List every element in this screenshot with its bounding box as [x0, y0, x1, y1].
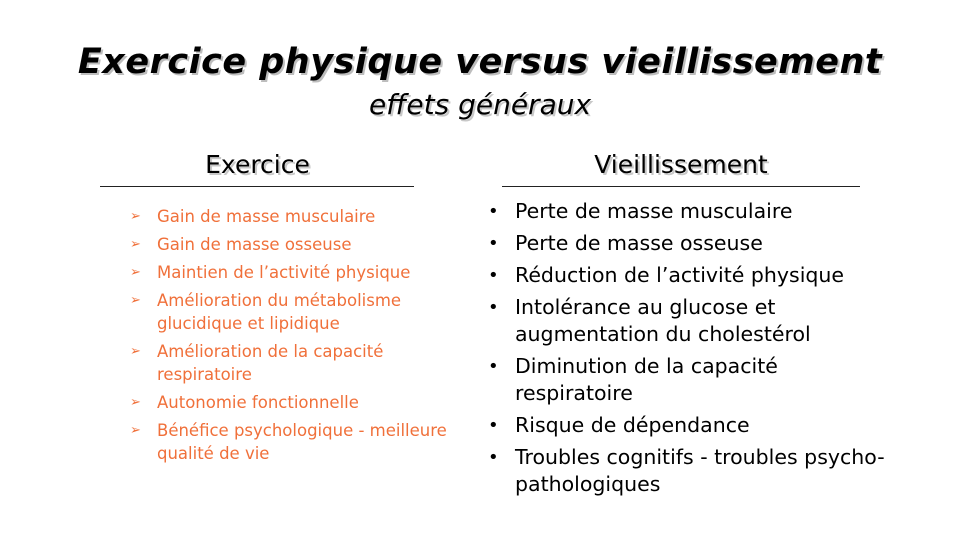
list-item [485, 294, 885, 348]
dot-bullet-icon: • [488, 356, 499, 377]
dot-bullet-icon: • [488, 297, 499, 318]
list-item-text: Amélioration du métabolisme glucidique et lipidique [157, 291, 402, 333]
aging-effects-list [485, 198, 885, 503]
list-item-text: Réduction de l’activité physique [515, 263, 845, 287]
list-item [130, 289, 460, 335]
arrow-bullet-icon: ➢ [130, 344, 141, 359]
arrow-bullet-icon: ➢ [130, 423, 141, 438]
list-item-text: Intolérance au glucose et augmentation du cholestérol [515, 295, 811, 346]
dot-bullet-icon: • [488, 265, 499, 286]
list-item-text: Maintien de l’activité physique [157, 263, 411, 282]
list-item-text: Risque de dépendance [515, 413, 750, 437]
list-item-text: Diminution de la capacité respiratoire [515, 354, 778, 405]
exercise-heading-divider [100, 186, 414, 187]
list-item-text: Amélioration de la capacité respiratoire [157, 342, 384, 384]
arrow-bullet-icon: ➢ [130, 293, 141, 308]
arrow-bullet-icon: ➢ [130, 265, 141, 280]
list-item [485, 198, 885, 225]
list-item [485, 444, 885, 498]
list-item [130, 340, 460, 386]
list-item [485, 412, 885, 439]
dot-bullet-icon: • [488, 415, 499, 436]
list-item-text: Bénéfice psychologique - meilleure qualité de vie [157, 421, 447, 463]
aging-column-heading: Vieillissement [594, 150, 768, 179]
exercise-effects-list [130, 205, 460, 470]
list-item-text: Autonomie fonctionnelle [157, 393, 359, 412]
list-item-text: Perte de masse musculaire [515, 199, 793, 223]
list-item [130, 419, 460, 465]
arrow-bullet-icon: ➢ [130, 209, 141, 224]
list-item [130, 233, 460, 256]
list-item [130, 205, 460, 228]
dot-bullet-icon: • [488, 233, 499, 254]
dot-bullet-icon: • [488, 447, 499, 468]
list-item [485, 230, 885, 257]
aging-heading-divider [502, 186, 860, 187]
list-item [130, 261, 460, 284]
list-item [485, 353, 885, 407]
list-item-text: Perte de masse osseuse [515, 231, 763, 255]
list-item-text: Gain de masse musculaire [157, 207, 376, 226]
arrow-bullet-icon: ➢ [130, 237, 141, 252]
list-item [485, 262, 885, 289]
exercise-column-heading: Exercice [205, 150, 310, 179]
list-item-text: Troubles cognitifs - troubles psycho-pathologiques [515, 445, 885, 496]
dot-bullet-icon: • [488, 201, 499, 222]
list-item-text: Gain de masse osseuse [157, 235, 352, 254]
slide-subtitle: effets généraux [368, 88, 592, 121]
slide-title: Exercice physique versus vieillissement [77, 42, 883, 82]
list-item [130, 391, 460, 414]
arrow-bullet-icon: ➢ [130, 395, 141, 410]
